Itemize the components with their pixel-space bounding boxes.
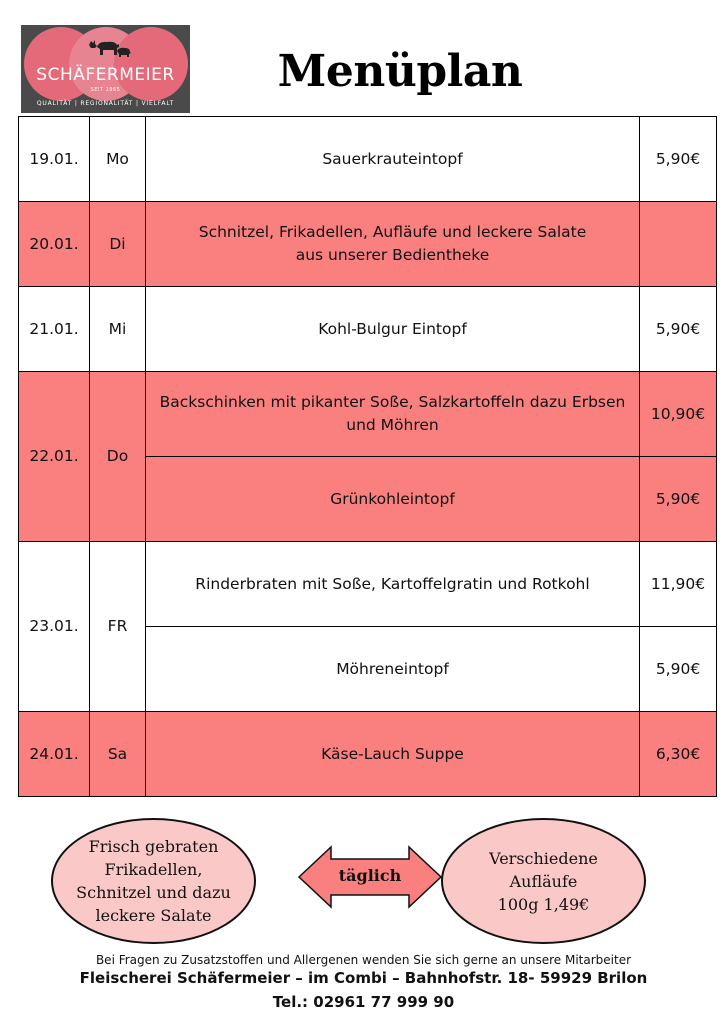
menu-dish: Schnitzel, Frikadellen, Aufläufe und leckere Salate aus unserer Bedientheke [146, 202, 640, 287]
menu-row [19, 117, 717, 202]
menu-row [19, 287, 717, 372]
menu-price: 5,90€ [640, 627, 717, 712]
menu-row [19, 372, 717, 457]
menu-dish: Kohl-Bulgur Eintopf [146, 287, 640, 372]
menu-date: 21.01. [19, 287, 90, 372]
logo-since: SEIT 1965 [90, 87, 121, 93]
menu-price [640, 202, 717, 287]
menu-table [18, 116, 717, 797]
menu-day: Mo [90, 117, 146, 202]
menu-date: 19.01. [19, 117, 90, 202]
promo-right-text: Verschiedene Aufläufe 100g 1,49€ [489, 848, 598, 914]
brand-logo [21, 25, 190, 113]
page-title: Menüplan [277, 46, 523, 97]
menu-dish: Sauerkrauteintopf [146, 117, 640, 202]
menu-row [19, 542, 717, 627]
menu-dish: Möhreneintopf [146, 627, 640, 712]
shop-address: Fleischerei Schäfermeier – im Combi – Bahnhofstr. 18- 59929 Brilon [79, 969, 648, 987]
menu-dish: Backschinken mit pikanter Soße, Salzkartoffeln dazu Erbsen und Möhren [146, 372, 640, 457]
menu-day: Do [90, 372, 146, 542]
menu-price: 5,90€ [640, 117, 717, 202]
logo-name: SCHÄFERMEIER [36, 65, 175, 85]
menu-dish: Käse-Lauch Suppe [146, 712, 640, 797]
menu-row [19, 202, 717, 287]
menu-price: 5,90€ [640, 287, 717, 372]
promo-right-ellipse [441, 818, 646, 944]
menu-day: Di [90, 202, 146, 287]
menu-price: 6,30€ [640, 712, 717, 797]
shop-phone: Tel.: 02961 77 999 90 [272, 993, 455, 1011]
promo-arrow-label: täglich [338, 866, 402, 885]
menu-dish: Rinderbraten mit Soße, Kartoffelgratin und Rotkohl [146, 542, 640, 627]
menu-date: 22.01. [19, 372, 90, 542]
menu-day: Sa [90, 712, 146, 797]
promo-left-ellipse [51, 818, 256, 944]
menu-date: 20.01. [19, 202, 90, 287]
cow-pig-chicken-icon [83, 35, 133, 61]
promo-section [0, 812, 727, 952]
menu-date: 24.01. [19, 712, 90, 797]
allergen-note: Bei Fragen zu Zusatzstoffen und Allergenen wenden Sie sich gerne an unsere Mitarbeiter [95, 953, 632, 967]
menu-price: 5,90€ [640, 457, 717, 542]
menu-price: 11,90€ [640, 542, 717, 627]
menu-price: 10,90€ [640, 372, 717, 457]
promo-left-text: Frisch gebraten Frikadellen, Schnitzel und dazu leckere Salate [76, 837, 231, 925]
menu-row [19, 712, 717, 797]
menu-day: Mi [90, 287, 146, 372]
logo-tagline: QUALITÄT | REGIONALITÄT | VIELFALT [36, 100, 175, 107]
menu-dish: Grünkohleintopf [146, 457, 640, 542]
menu-date: 23.01. [19, 542, 90, 712]
menu-day: FR [90, 542, 146, 712]
